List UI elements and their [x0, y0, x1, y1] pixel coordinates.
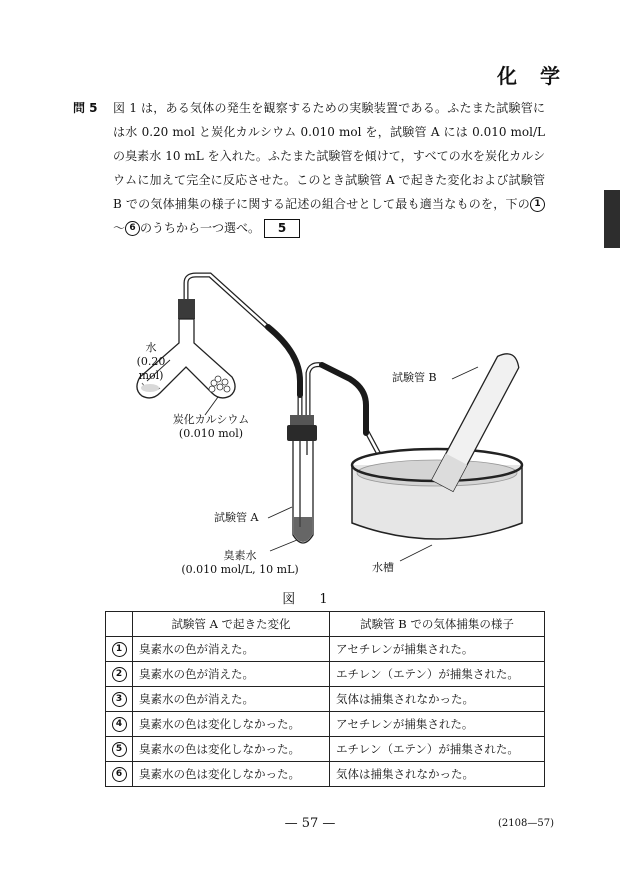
- table-row: [106, 687, 545, 712]
- subject-heading: 化 学: [497, 64, 568, 88]
- apparatus-diagram: [0, 255, 620, 600]
- choice-number: 5: [112, 742, 127, 757]
- cell-tube-b: アセチレンが捕集された。: [330, 712, 545, 737]
- section-tab-marker: [604, 190, 620, 248]
- question-instruction: のうちから一つ選べ。: [140, 221, 261, 235]
- question-block: [75, 96, 545, 240]
- page-number: — 57 —: [284, 816, 336, 831]
- cell-tube-b: 気体は捕集されなかった。: [330, 687, 545, 712]
- figure-1: [0, 255, 620, 600]
- choice-number: 3: [112, 692, 127, 707]
- water-trough: [352, 449, 522, 539]
- cell-tube-a: 臭素水の色は変化しなかった。: [133, 737, 330, 762]
- choice-range-end: 6: [125, 221, 140, 236]
- header-number: [106, 612, 133, 637]
- cell-tube-a: 臭素水の色は変化しなかった。: [133, 762, 330, 787]
- table-row: [106, 662, 545, 687]
- choice-number: 6: [112, 767, 127, 782]
- cell-tube-a: 臭素水の色が消えた。: [133, 687, 330, 712]
- label-calcium-carbide: [156, 413, 266, 441]
- label-bromine-amount: (0.010 mol/L, 10 mL): [181, 563, 299, 576]
- label-carbide-name: 炭化カルシウム: [172, 413, 250, 426]
- table-row: [106, 762, 545, 787]
- figure-caption: 図 1: [282, 592, 338, 607]
- label-test-tube-a: 試験管 A: [214, 511, 259, 524]
- choice-range-sep: 〜: [113, 221, 126, 235]
- header-tube-b: 試験管 B での気体捕集の様子: [330, 612, 545, 637]
- cell-tube-b: 気体は捕集されなかった。: [330, 762, 545, 787]
- label-bromine-name: 臭素水: [223, 549, 257, 562]
- label-bromine-water: [180, 549, 300, 577]
- choices-table: [105, 611, 545, 787]
- choice-range-start: 1: [530, 197, 545, 212]
- answer-box: 5: [264, 219, 300, 238]
- delivery-tube-1: [186, 275, 300, 415]
- table-row: [106, 712, 545, 737]
- label-water: [129, 341, 173, 383]
- cell-tube-a: 臭素水の色が消えた。: [133, 662, 330, 687]
- choice-number: 4: [112, 717, 127, 732]
- cell-tube-a: 臭素水の色が消えた。: [133, 637, 330, 662]
- table-row: [106, 737, 545, 762]
- question-text: [113, 96, 545, 240]
- test-tube-a: [287, 415, 317, 543]
- question-number: 問 5: [73, 101, 98, 115]
- cell-tube-a: 臭素水の色は変化しなかった。: [133, 712, 330, 737]
- label-water-name: 水: [145, 341, 157, 354]
- question-body: 図 1 は，ある気体の発生を観察するための実験装置である。ふたまた試験管には水 0.20 mol と炭化カルシウム 0.010 mol を，試験管 A には 0.010 mol/L の臭素水 10 mL を入れた。ふたまた試験管を傾けて，すべての水を炭化カルシウムに加えて完全に反応させた。このとき試験管 A で起きた変化および試験管 B での気体捕集の様子に関する記述の組合せとして最も適当なものを，下の: [113, 101, 545, 211]
- label-water-trough: 水槽: [372, 561, 394, 574]
- cell-tube-b: アセチレンが捕集された。: [330, 637, 545, 662]
- label-test-tube-b: 試験管 B: [392, 371, 437, 384]
- choice-number: 2: [112, 667, 127, 682]
- cell-tube-b: エチレン（エテン）が捕集された。: [330, 737, 545, 762]
- header-tube-a: 試験管 A で起きた変化: [133, 612, 330, 637]
- table-row: [106, 637, 545, 662]
- label-carbide-amount: (0.010 mol): [178, 427, 244, 440]
- cell-tube-b: エチレン（エテン）が捕集された。: [330, 662, 545, 687]
- choice-number: 1: [112, 642, 127, 657]
- label-water-amount: (0.20 mol): [136, 355, 166, 382]
- table-header-row: [106, 612, 545, 637]
- document-code: (2108—57): [498, 818, 554, 829]
